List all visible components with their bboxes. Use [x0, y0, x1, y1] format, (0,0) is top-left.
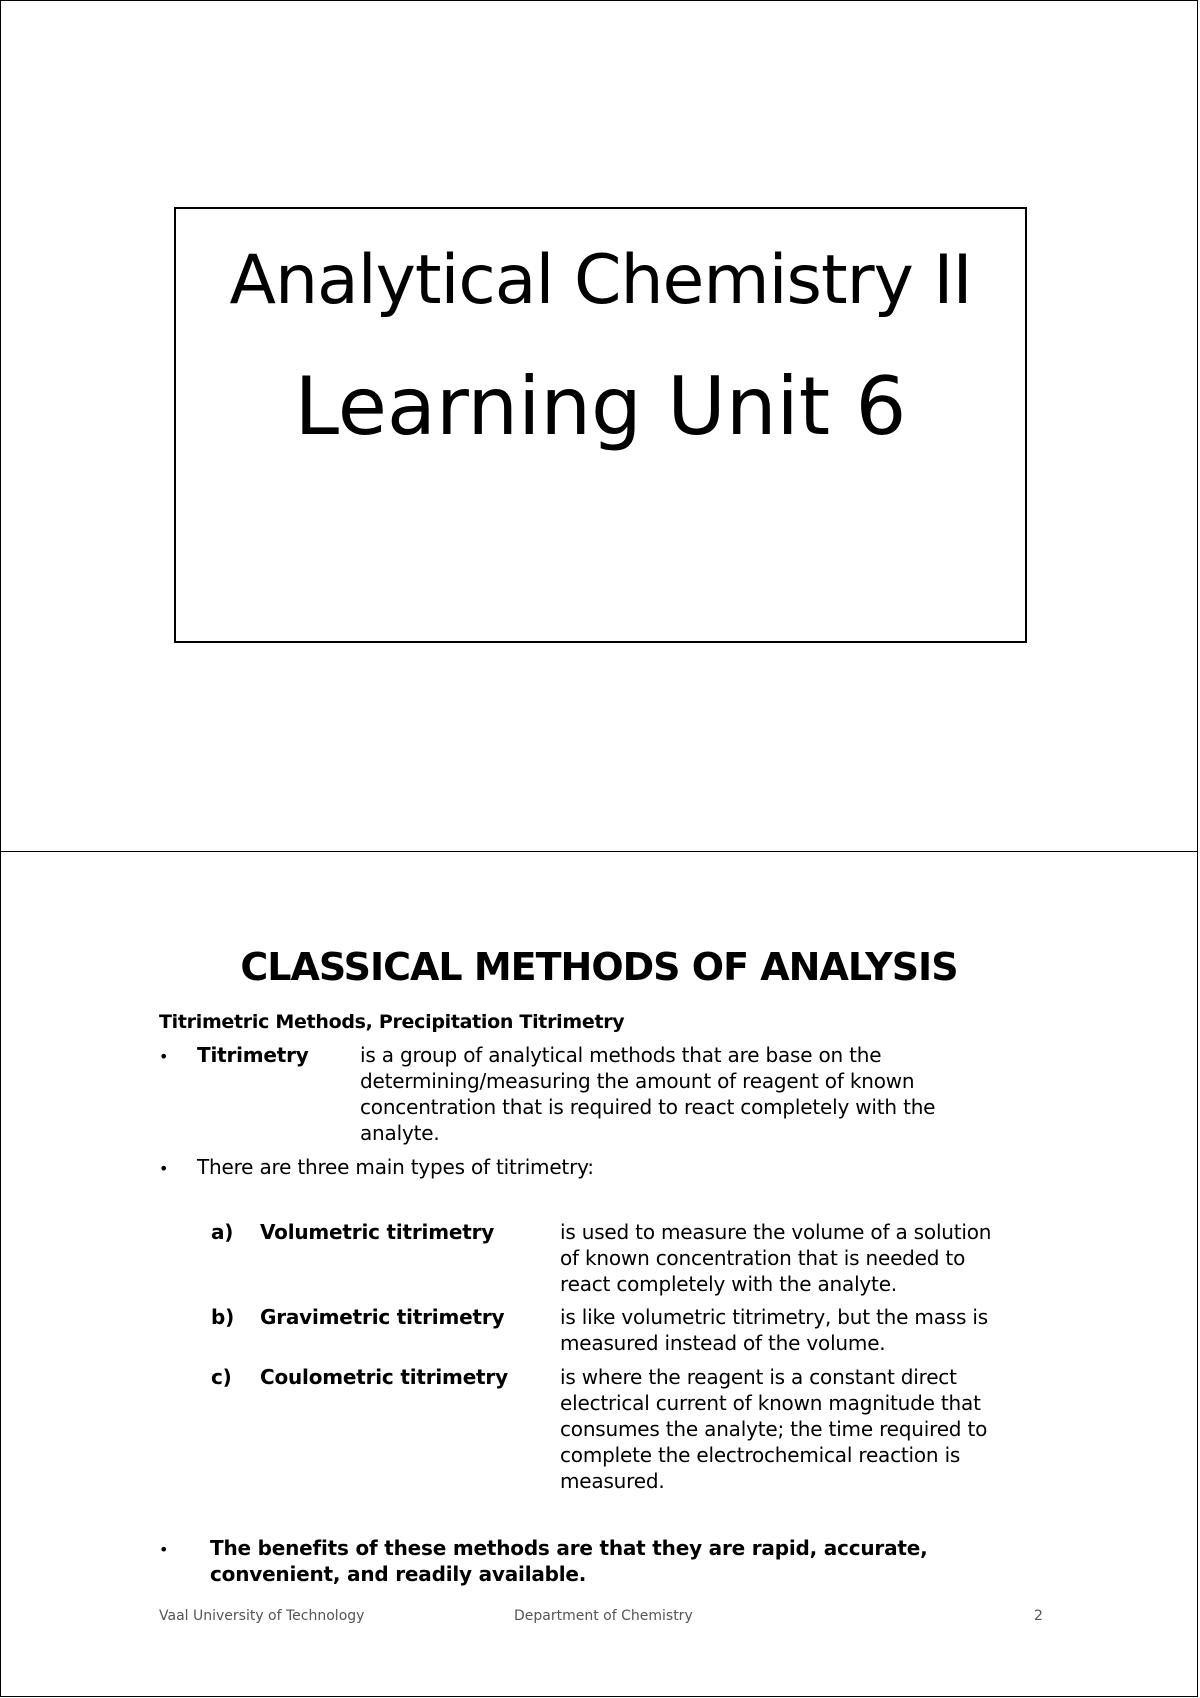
type-name-gravimetric: Gravimetric titrimetry [260, 1305, 505, 1329]
type-letter: b) [211, 1305, 235, 1329]
footer-institution: Vaal University of Technology [159, 1608, 365, 1624]
type-desc-line: is where the reagent is a constant direct [560, 1365, 957, 1389]
course-title: Analytical Chemistry II [229, 241, 972, 320]
type-letter: c) [211, 1365, 232, 1389]
bullet-marker: • [159, 1047, 169, 1066]
benefits-text [210, 1535, 928, 1587]
bullet-marker: • [159, 1159, 169, 1178]
title-box [174, 207, 1027, 643]
type-desc-line: measured instead of the volume. [560, 1331, 886, 1355]
type-desc-line: is like volumetric titrimetry, but the mass is [560, 1305, 988, 1329]
type-desc-line: measured. [560, 1469, 665, 1493]
type-desc-gravimetric [560, 1304, 988, 1356]
type-desc-volumetric [560, 1219, 991, 1297]
type-desc-line: complete the electrochemical reaction is [560, 1443, 961, 1467]
type-desc-line: react completely with the analyte. [560, 1272, 897, 1296]
benefits-line: convenient, and readily available. [210, 1562, 587, 1586]
type-letter: a) [211, 1220, 234, 1244]
type-desc-coulometric [560, 1364, 987, 1494]
footer-page-number: 2 [1034, 1608, 1043, 1624]
type-name-volumetric: Volumetric titrimetry [260, 1220, 495, 1244]
definition-text [360, 1042, 935, 1146]
type-name-coulometric: Coulometric titrimetry [260, 1365, 508, 1389]
type-desc-line: of known concentration that is needed to [560, 1246, 966, 1270]
type-desc-line: is used to measure the volume of a solution [560, 1220, 992, 1244]
definition-line: analyte. [360, 1121, 440, 1145]
unit-title: Learning Unit 6 [294, 360, 907, 453]
definition-term: Titrimetry [197, 1043, 309, 1067]
bullet-marker: • [159, 1540, 169, 1559]
benefits-line: The benefits of these methods are that they are rapid, accurate, [210, 1536, 928, 1560]
definition-line: determining/measuring the amount of reagent of known [360, 1069, 915, 1093]
type-desc-line: consumes the analyte; the time required to [560, 1417, 988, 1441]
slide-2 [0, 851, 1198, 1697]
definition-line: is a group of analytical methods that are base on the [360, 1043, 882, 1067]
slide-title: CLASSICAL METHODS OF ANALYSIS [240, 945, 958, 989]
types-intro: There are three main types of titrimetry: [197, 1155, 594, 1179]
footer-department: Department of Chemistry [514, 1608, 693, 1624]
definition-line: concentration that is required to react completely with the [360, 1095, 936, 1119]
section-subheading: Titrimetric Methods, Precipitation Titrimetry [159, 1011, 625, 1033]
type-desc-line: electrical current of known magnitude that [560, 1391, 981, 1415]
